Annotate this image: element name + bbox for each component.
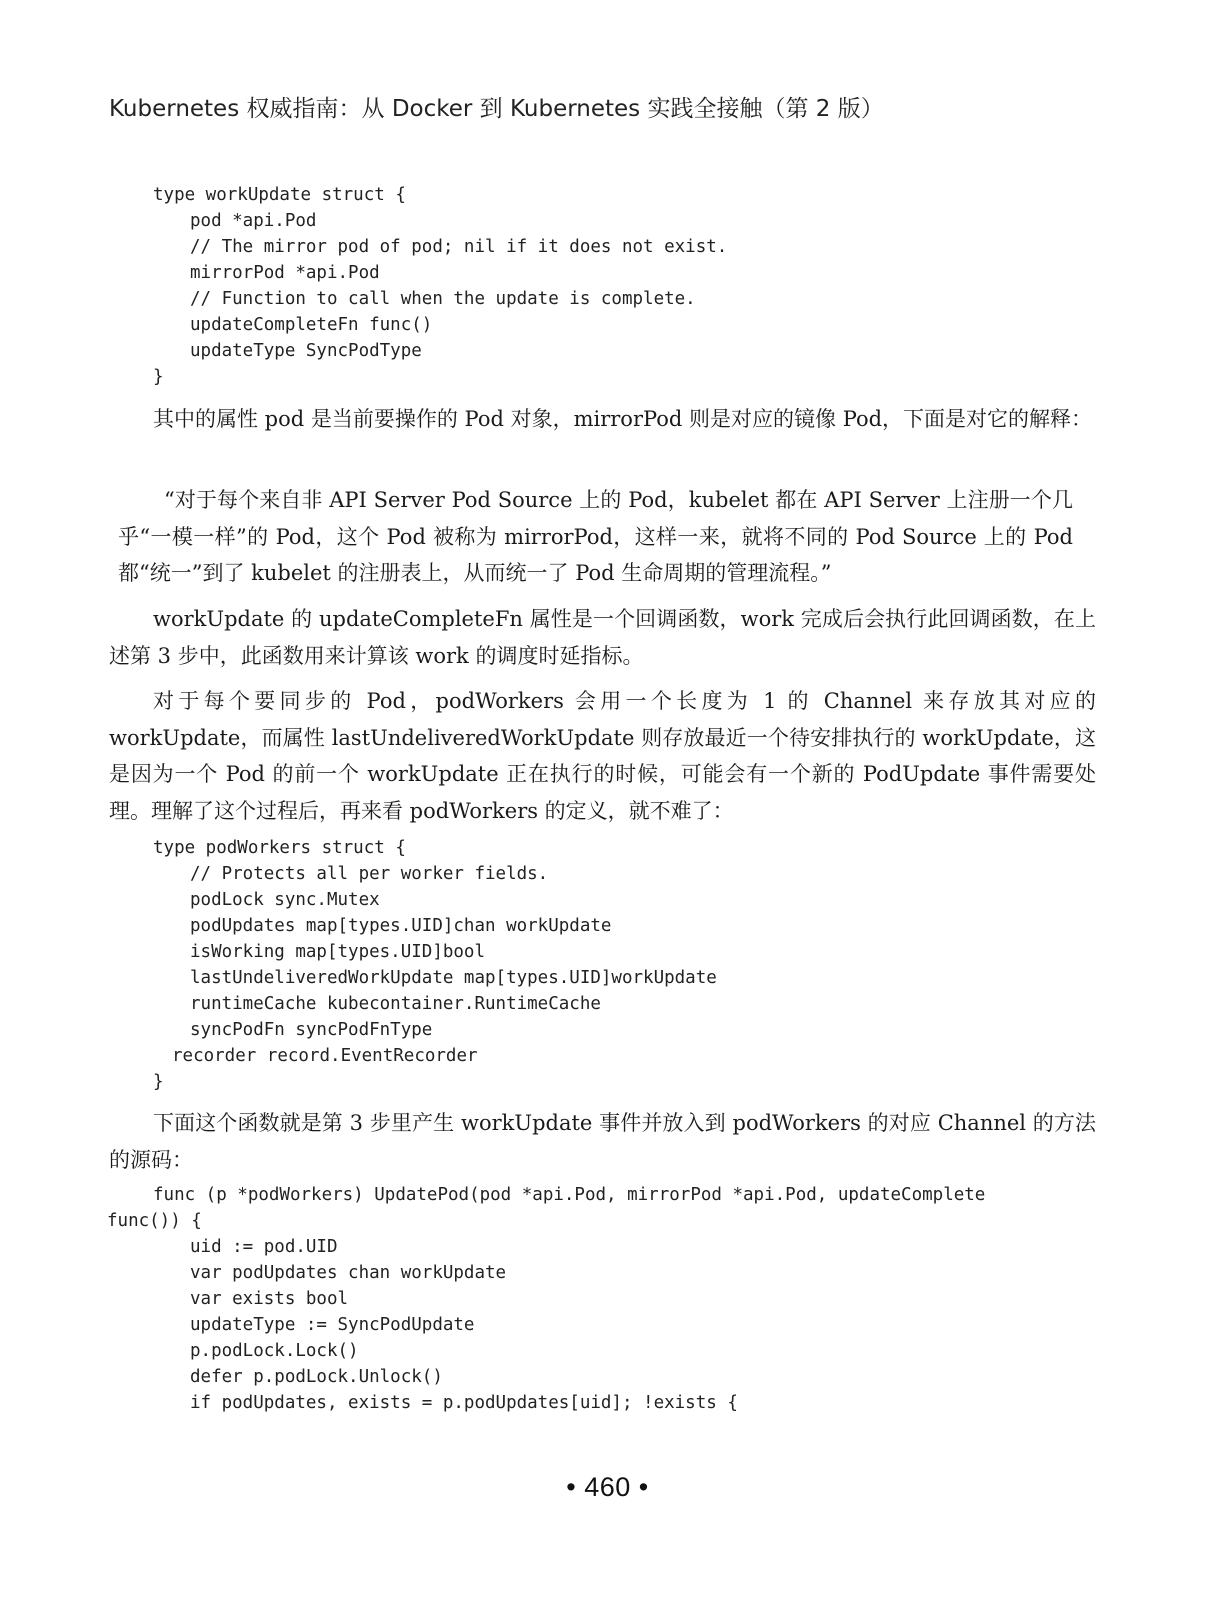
code-line: p.podLock.Lock(): [190, 1341, 359, 1361]
page-number: • 460 •: [566, 1472, 649, 1502]
code-line: func (p *podWorkers) UpdatePod(pod *api.Pod, mirrorPod *api.Pod, updateComplete: [153, 1185, 986, 1205]
code-line: updateType SyncPodType: [190, 341, 422, 361]
code-line: recorder record.EventRecorder: [172, 1046, 478, 1066]
running-header: Kubernetes 权威指南：从 Docker 到 Kubernetes 实践全接触（第 2 版）: [109, 96, 884, 122]
code-line: func()) {: [107, 1211, 202, 1231]
code-line: }: [153, 1072, 164, 1092]
code-line: var podUpdates chan workUpdate: [190, 1263, 507, 1283]
code-line: lastUndeliveredWorkUpdate map[types.UID]workUpdate: [190, 968, 717, 988]
code-line: updateCompleteFn func(): [190, 315, 433, 335]
code-line: pod *api.Pod: [190, 211, 317, 231]
code-line: mirrorPod *api.Pod: [190, 263, 380, 283]
paragraph-podworkers: 对于每个要同步的 Pod，podWorkers 会用一个长度为 1 的 Channel 来存放其对应的 workUpdate，而属性 lastUndeliveredWorkUpdate 则存放最近一个待安排执行的 workUpdate，这是因为一个 Pod 的前一个 workUpdate 正在执行的时候，可能会有一个新的 PodUpdate 事件需要处理。理解了这个过程后，再来看 podWorkers 的定义，就不难了：: [109, 689, 1096, 823]
code-line: runtimeCache kubecontainer.RuntimeCache: [190, 994, 601, 1014]
code-line: podUpdates map[types.UID]chan workUpdate: [190, 916, 612, 936]
code-line: // Protects all per worker fields.: [190, 864, 549, 884]
code-line: var exists bool: [190, 1289, 349, 1309]
quote-mirrorpod-explanation: “对于每个来自非 API Server Pod Source 上的 Pod，kubelet 都在 API Server 上注册一个几乎“一模一样”的 Pod，这个 Pod 被称为 mirrorPod，这样一来，就将不同的 Pod Source 上的 Pod 都“统一”到了 kubelet 的注册表上，从而统一了 Pod 生命周期的管理流程。”: [118, 488, 1073, 585]
code-line: type workUpdate struct {: [153, 185, 406, 205]
code-line: if podUpdates, exists = p.podUpdates[uid]; !exists {: [190, 1393, 738, 1413]
code-line: defer p.podLock.Unlock(): [190, 1367, 443, 1387]
code-line: type podWorkers struct {: [153, 838, 406, 858]
code-line: // The mirror pod of pod; nil if it does not exist.: [190, 237, 728, 257]
code-line: isWorking map[types.UID]bool: [190, 942, 486, 962]
code-line: // Function to call when the update is complete.: [190, 289, 696, 309]
code-line: syncPodFn syncPodFnType: [190, 1020, 433, 1040]
paragraph-mirrorpod: 其中的属性 pod 是当前要操作的 Pod 对象，mirrorPod 则是对应的镜像 Pod，下面是对它的解释：: [153, 407, 1093, 431]
code-line: }: [153, 367, 164, 387]
paragraph-updatecompletefn: workUpdate 的 updateCompleteFn 属性是一个回调函数，work 完成后会执行此回调函数，在上述第 3 步中，此函数用来计算该 work 的调度时延指标。: [109, 607, 1096, 668]
code-line: uid := pod.UID: [190, 1237, 338, 1257]
paragraph-updatepod-intro: 下面这个函数就是第 3 步里产生 workUpdate 事件并放入到 podWorkers 的对应 Channel 的方法的源码：: [109, 1111, 1096, 1172]
code-line: updateType := SyncPodUpdate: [190, 1315, 475, 1335]
code-line: podLock sync.Mutex: [190, 890, 380, 910]
